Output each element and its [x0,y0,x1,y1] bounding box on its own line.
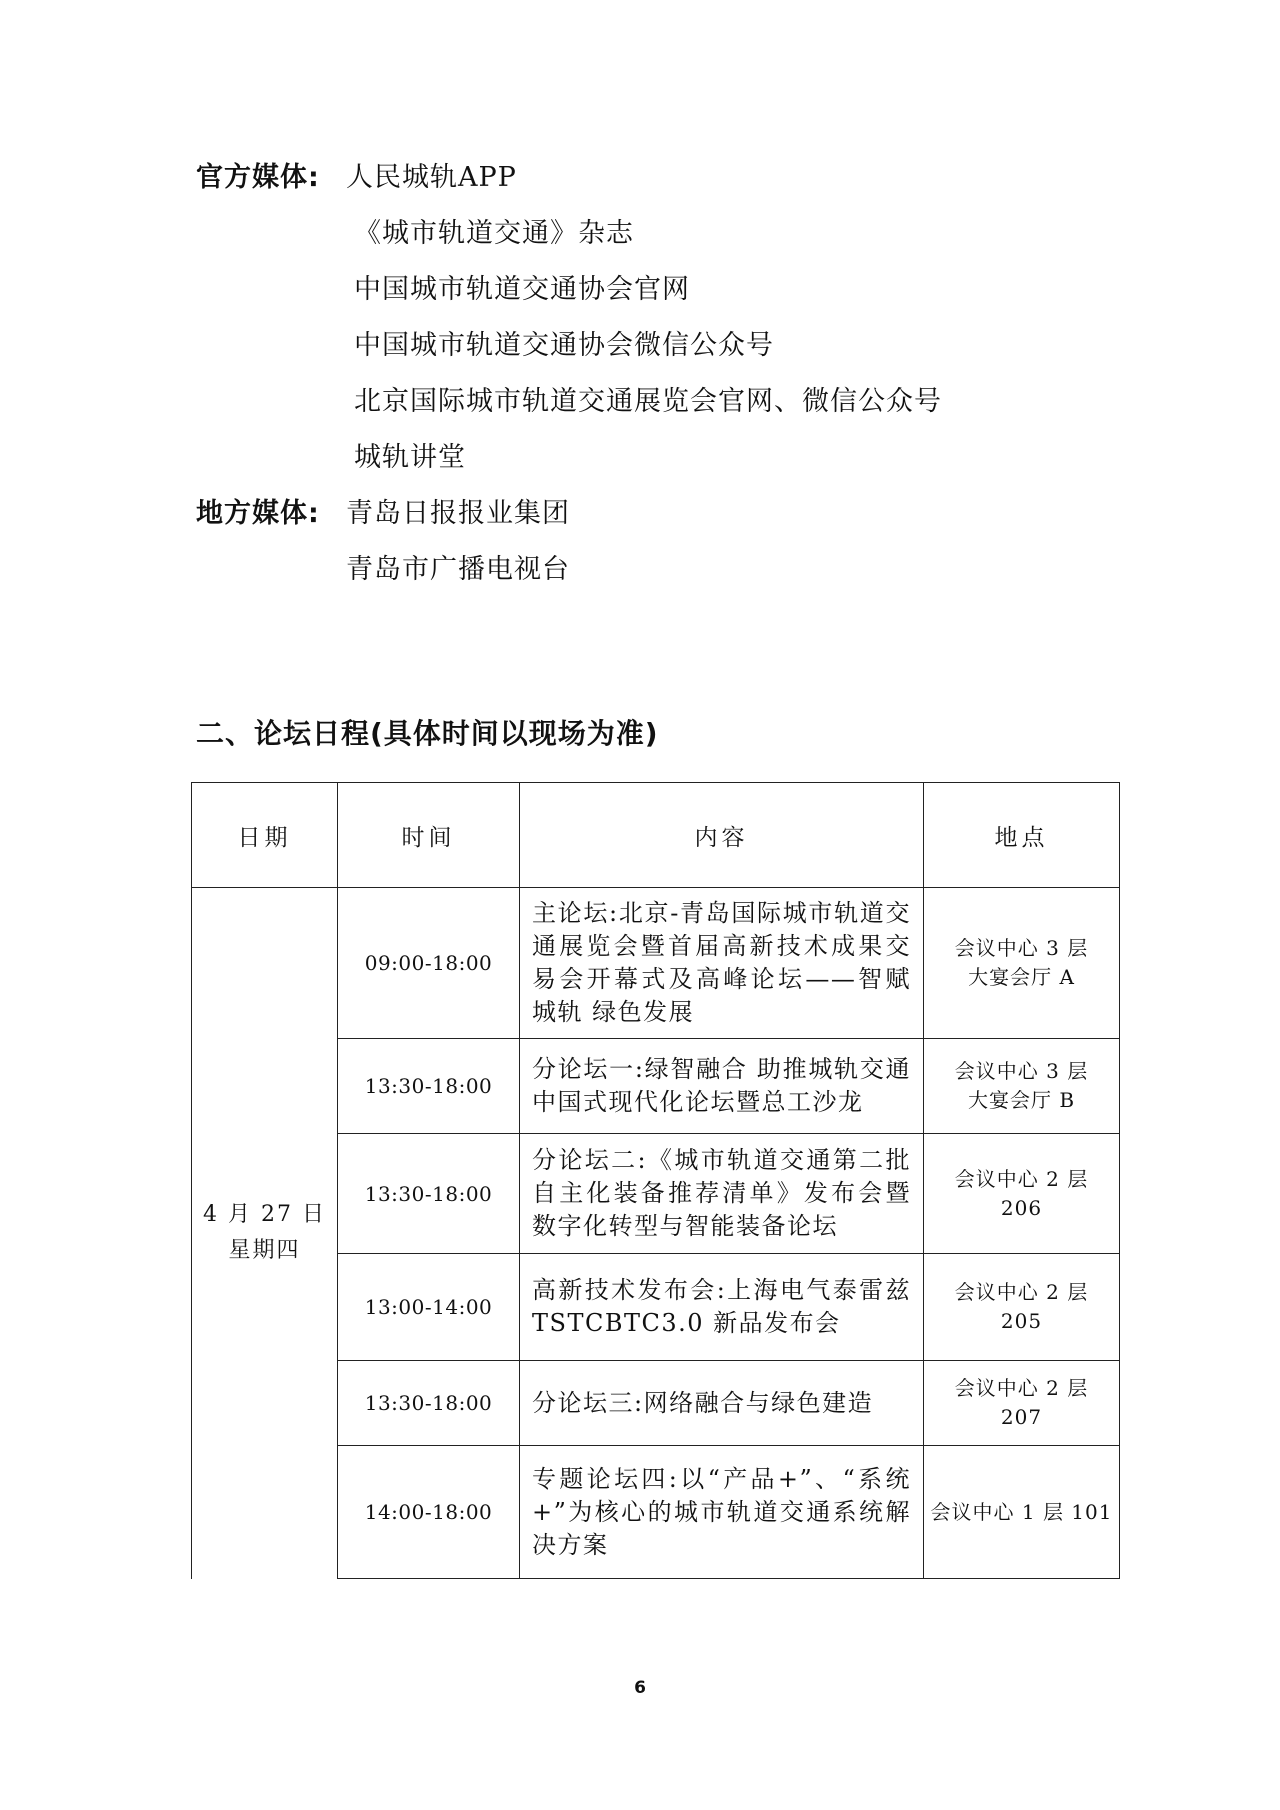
venue-line: 大宴会厅 A [968,965,1075,989]
header-content: 内容 [520,783,924,888]
venue-line: 206 [1000,1195,1043,1220]
venue-line: 会议中心 2 层 [954,1166,1089,1191]
media-row [196,262,1096,318]
media-row [196,430,1096,486]
venue-cell [924,1361,1120,1446]
venue-cell [924,1039,1120,1134]
venue-line: 205 [1000,1309,1043,1333]
venue-line: 207 [1000,1405,1043,1429]
page-number: 6 [634,1678,646,1698]
venue-line: 会议中心 3 层 [954,936,1089,960]
time-cell: 14:00-18:00 [338,1446,520,1579]
weekday-text: 星期四 [228,1238,301,1264]
content-cell: 分论坛二:《城市轨道交通第二批自主化装备推荐清单》发布会暨数字化转型与智能装备论坛 [520,1134,924,1254]
media-list [196,150,1096,598]
media-row [196,150,1096,206]
time-cell: 13:30-18:00 [338,1361,520,1446]
content-cell: 分论坛一:绿智融合 助推城轨交通中国式现代化论坛暨总工沙龙 [520,1039,924,1134]
time-cell: 13:30-18:00 [338,1134,520,1254]
venue-line: 大宴会厅 B [967,1088,1076,1112]
media-item: 北京国际城市轨道交通展览会官网、微信公众号 [354,386,942,417]
content-cell: 高新技术发布会:上海电气泰雷兹TSTCBTC3.0 新品发布会 [520,1254,924,1361]
section-title: 二、论坛日程(具体时间以现场为准) [196,717,659,750]
venue-cell [924,1134,1120,1254]
media-row [196,486,1096,542]
official-media-label: 官方媒体: [196,162,320,193]
venue-line: 会议中心 1 层 101 [930,1499,1113,1524]
media-item: 《城市轨道交通》杂志 [354,218,634,249]
venue-cell [924,1446,1120,1579]
media-item: 中国城市轨道交通协会微信公众号 [354,330,774,361]
time-cell: 13:30-18:00 [338,1039,520,1134]
time-cell: 13:00-14:00 [338,1254,520,1361]
content-cell: 分论坛三:网络融合与绿色建造 [520,1361,924,1446]
media-row [196,318,1096,374]
header-venue: 地点 [924,783,1120,888]
media-item: 青岛日报报业集团 [346,498,570,529]
table-header-row [192,783,1120,888]
date-text: 4 月 27 日 [203,1202,326,1228]
venue-line: 会议中心 3 层 [954,1059,1089,1083]
time-cell: 09:00-18:00 [338,888,520,1039]
venue-line: 会议中心 2 层 [954,1280,1089,1304]
table-row [192,888,1120,1039]
forum-schedule-table [191,782,1120,1579]
content-cell: 主论坛:北京-青岛国际城市轨道交通展览会暨首届高新技术成果交易会开幕式及高峰论坛——智赋城轨 绿色发展 [520,888,924,1039]
local-media-label: 地方媒体: [196,498,320,529]
media-row [196,374,1096,430]
media-item: 人民城轨APP [346,162,517,193]
venue-cell [924,888,1120,1039]
header-date: 日期 [192,783,338,888]
venue-line: 会议中心 2 层 [954,1376,1089,1400]
media-item: 城轨讲堂 [354,442,466,473]
date-cell [192,888,338,1579]
media-item: 青岛市广播电视台 [346,554,570,585]
header-time: 时间 [338,783,520,888]
media-row [196,542,1096,598]
content-cell: 专题论坛四:以“产品+”、“系统+”为核心的城市轨道交通系统解决方案 [520,1446,924,1579]
venue-cell [924,1254,1120,1361]
media-item: 中国城市轨道交通协会官网 [354,274,690,305]
media-row [196,206,1096,262]
